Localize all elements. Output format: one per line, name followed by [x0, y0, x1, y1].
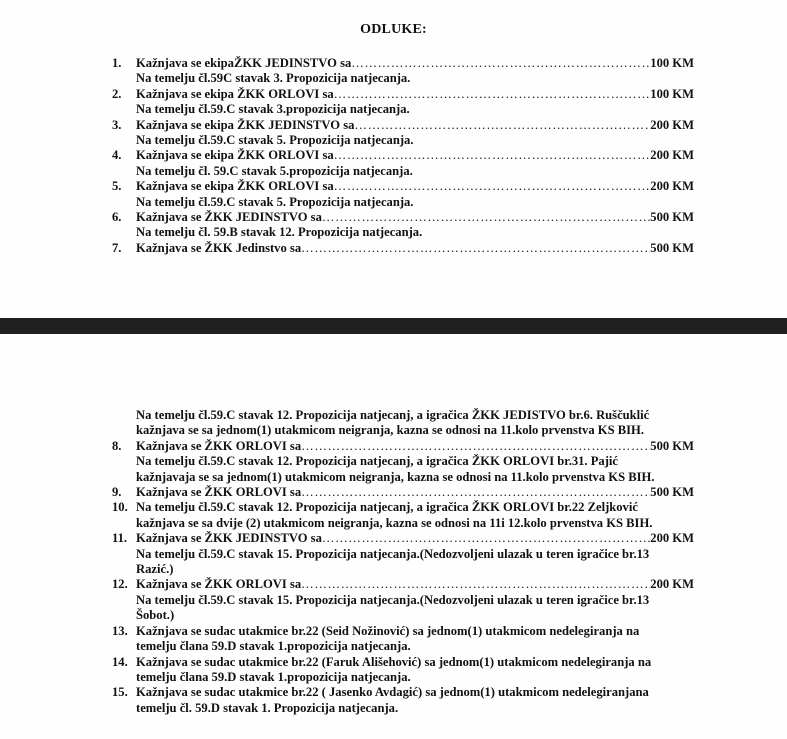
penalty-text: Kažnjava se ekipaŽKK JEDINSTVO sa: [136, 56, 352, 70]
item-number: 8.: [112, 438, 122, 453]
legal-basis: Na temelju čl. 59.C stavak 5.propozicija natjecanja.: [136, 163, 413, 178]
penalty-line: [136, 87, 694, 102]
legal-basis: Na temelju čl.59.C stavak 12. Propozicija natjecanj, a igračica ŽKK JEDISTVO br.6. Ruščuklić: [136, 408, 650, 422]
penalty-line: [136, 439, 694, 454]
dot-leader: [351, 56, 650, 71]
legal-basis: Na temelju čl.59C stavak 3. Propozicija natjecanja.: [136, 71, 411, 86]
dot-leader: [322, 210, 650, 225]
decision-item-6: [112, 210, 694, 241]
legal-basis: Na temelju čl. 59.B stavak 12. Propozicija natjecanja.: [136, 225, 423, 240]
decision-item-12: [112, 577, 694, 623]
item-number: 9.: [112, 485, 122, 500]
penalty-text: Kažnjava se ekipa ŽKK ORLOVI sa: [136, 86, 334, 101]
penalty-line: [136, 485, 694, 500]
fine-amount: 500 KM: [650, 240, 694, 255]
legal-basis: kažnjava se sa jednom(1) utakmicom neigranja, kazna se odnosi na 11.kolo prvenstva KS BIH.: [136, 423, 644, 438]
item-number: 12.: [112, 577, 128, 592]
fine-amount: 500 KM: [650, 438, 694, 453]
legal-basis: Na temelju čl.59.C stavak 5. Propozicija natjecanja.: [136, 133, 414, 148]
decision-item-3: [112, 118, 694, 149]
penalty-line: [136, 179, 694, 194]
decision-item-7: [112, 241, 694, 256]
decision-text: Kažnjava se sudac utakmice br.22 (Faruk Ališehović) sa jednom(1) utakmicom nedelegiranja na: [136, 654, 652, 669]
fine-amount: 500 KM: [650, 485, 694, 500]
fine-amount: 200 KM: [650, 117, 694, 132]
fine-amount: 200 KM: [650, 148, 694, 163]
legal-basis: Na temelju čl.59.C stavak 5. Propozicija natjecanja.: [136, 194, 414, 209]
fine-amount: 500 KM: [650, 210, 694, 225]
legal-basis: Razić.): [136, 562, 174, 577]
dot-leader: [301, 439, 650, 454]
document-title: ODLUKE:: [360, 22, 427, 37]
decision-text: kažnjava se sa dvije (2) utakmicom neigranja, kazna se odnosi na 11i 12.kolo prvenstva KS BIH.: [136, 515, 653, 530]
fine-amount: 200 KM: [650, 531, 694, 546]
dot-leader: [301, 485, 650, 500]
decision-item-1: [112, 56, 694, 87]
decision-item-11: [112, 531, 694, 577]
item-number: 14.: [112, 654, 128, 669]
dot-leader: [301, 241, 650, 256]
penalty-text: Kažnjava se ŽKK ORLOVI sa: [136, 485, 302, 500]
decision-item-10: [112, 500, 694, 531]
dot-leader: [334, 87, 651, 102]
legal-basis: Na temelju čl.59.C stavak 12. Propozicija natjecanj, a igračica ŽKK ORLOVI br.31. Pajić: [136, 454, 618, 469]
penalty-text: Kažnjava se ŽKK ORLOVI sa: [136, 438, 302, 453]
penalty-line: [136, 210, 694, 225]
item-number: 1.: [112, 56, 122, 70]
decision-text: temelju člana 59.D stavak 1.propozicija natjecanja.: [136, 669, 411, 684]
legal-basis: kažnjavaja se sa jednom(1) utakmicom neigranja, kazna se odnosi na 11.kolo prvenstva KS BIH.: [136, 469, 655, 484]
decisions-list-bottom: [112, 408, 694, 716]
item-number: 10.: [112, 500, 128, 515]
item-number: 7.: [112, 240, 122, 255]
penalty-text: Kažnjava se ŽKK Jedinstvo sa: [136, 240, 302, 255]
legal-basis: Na temelju čl.59.C stavak 15. Propozicija natjecanja.(Nedozvoljeni ulazak u teren igračice br.13: [136, 592, 650, 607]
fine-amount: 100 KM: [650, 56, 694, 70]
decision-item-9: [112, 485, 694, 500]
decision-text: temelju čl. 59.D stavak 1. Propozicija natjecanja.: [136, 700, 399, 715]
decision-text: temelju člana 59.D stavak 1.propozicija natjecanja.: [136, 639, 411, 654]
fine-amount: 100 KM: [650, 86, 694, 101]
legal-basis: Na temelju čl.59.C stavak 15. Propozicija natjecanja.(Nedozvoljeni ulazak u teren igračice br.13: [136, 546, 650, 561]
item-number: 3.: [112, 117, 122, 132]
decision-item-4: [112, 148, 694, 179]
decision-item-5: [112, 179, 694, 210]
item-number: 5.: [112, 179, 122, 194]
dot-leader: [354, 118, 650, 133]
decision-item-15: [112, 685, 694, 716]
penalty-line: [136, 531, 694, 546]
item-number: 6.: [112, 210, 122, 225]
decisions-list-top: [112, 56, 694, 256]
fine-amount: 200 KM: [650, 577, 694, 592]
item-number: 4.: [112, 148, 122, 163]
decision-item-13: [112, 624, 694, 655]
decision-item-2: [112, 87, 694, 118]
decision-text: Kažnjava se sudac utakmice br.22 (Seid Nožinović) sa jednom(1) utakmicom nedelegiranja na: [136, 623, 640, 638]
decision-item-7-continuation: [112, 408, 694, 439]
page-separator: [0, 318, 787, 334]
penalty-line: [136, 241, 694, 256]
document-page-top: [0, 0, 787, 318]
item-number: 2.: [112, 86, 122, 101]
penalty-text: Kažnjava se ŽKK JEDINSTVO sa: [136, 531, 322, 546]
penalty-text: Kažnjava se ŽKK JEDINSTVO sa: [136, 210, 322, 225]
decision-text: Kažnjava se sudac utakmice br.22 ( Jasenko Avdagić) sa jednom(1) utakmicom nedelegiranjana: [136, 685, 649, 700]
legal-basis: Šobot.): [136, 608, 175, 623]
penalty-text: Kažnjava se ekipa ŽKK ORLOVI sa: [136, 179, 334, 194]
penalty-text: Kažnjava se ŽKK ORLOVI sa: [136, 577, 302, 592]
dot-leader: [322, 531, 650, 546]
dot-leader: [334, 179, 651, 194]
item-number: 15.: [112, 685, 128, 700]
item-number: 11.: [112, 531, 128, 546]
decision-text: Na temelju čl.59.C stavak 12. Propozicija natjecanj, a igračica ŽKK ORLOVI br.22 Zeljković: [136, 500, 638, 515]
legal-basis: Na temelju čl.59.C stavak 3.propozicija natjecanja.: [136, 102, 410, 117]
penalty-text: Kažnjava se ekipa ŽKK ORLOVI sa: [136, 148, 334, 163]
penalty-line: [136, 56, 694, 71]
penalty-line: [136, 148, 694, 163]
penalty-line: [136, 118, 694, 133]
item-number: 13.: [112, 623, 128, 638]
dot-leader: [301, 577, 650, 592]
fine-amount: 200 KM: [650, 179, 694, 194]
penalty-line: [136, 577, 694, 592]
decision-item-14: [112, 655, 694, 686]
dot-leader: [334, 148, 651, 163]
penalty-text: Kažnjava se ekipa ŽKK JEDINSTVO sa: [136, 117, 355, 132]
decision-item-8: [112, 439, 694, 485]
